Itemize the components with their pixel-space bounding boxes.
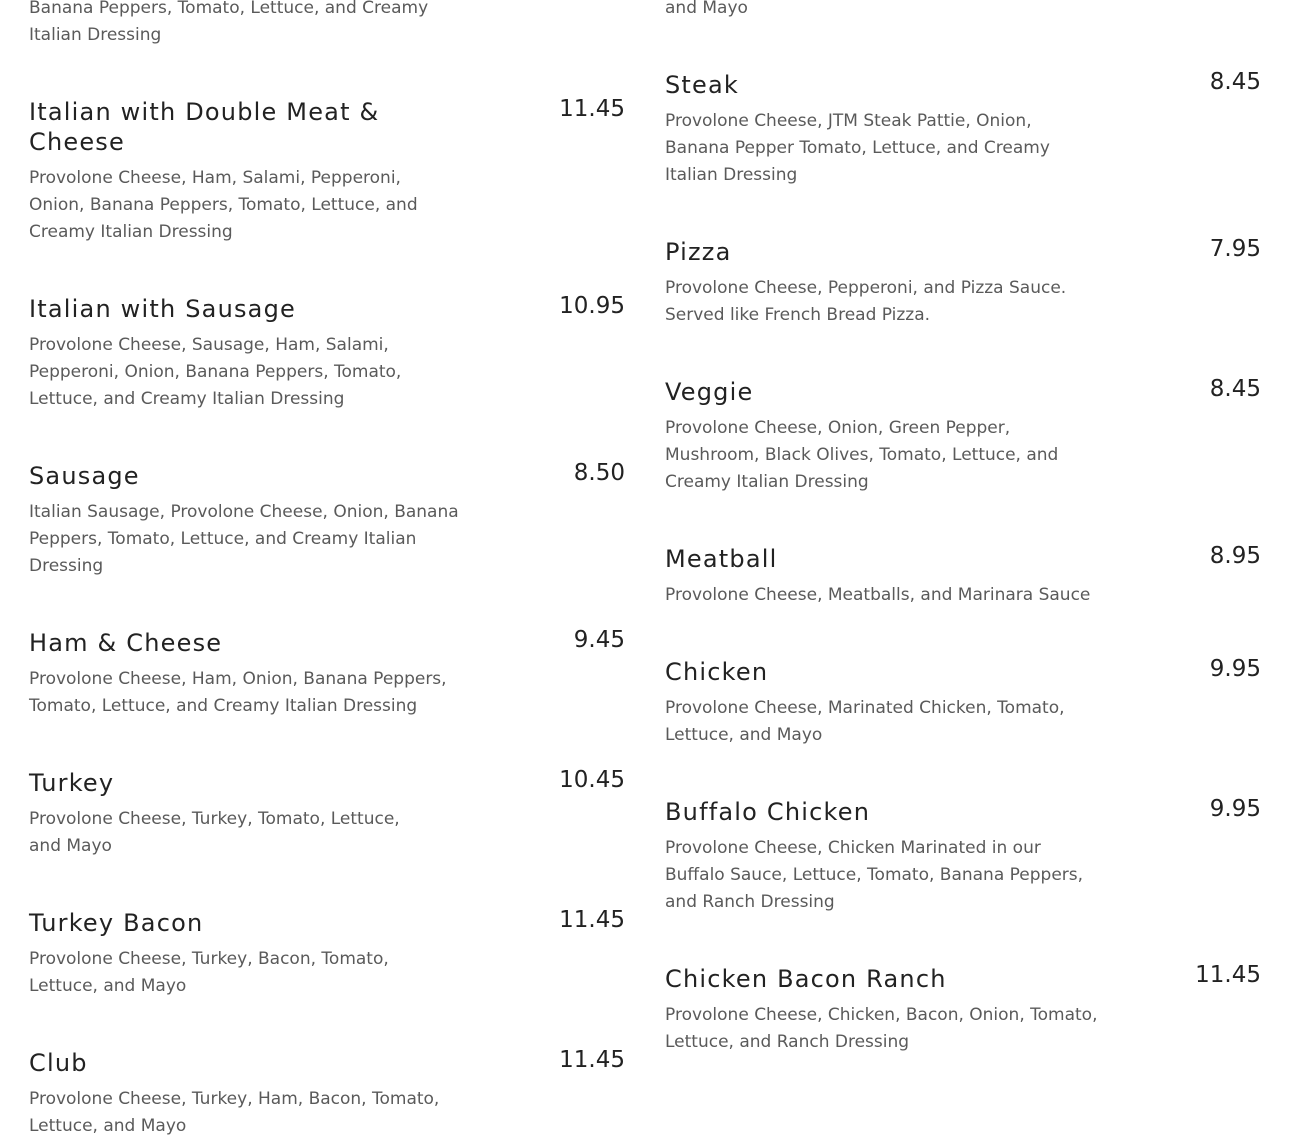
menu-item-description: Provolone Cheese, Turkey, Tomato, Lettuce, and Mayo [29,809,400,856]
menu-item-price: 9.95 [1209,796,1261,822]
menu-item-name: Chicken Bacon Ranch [665,965,947,993]
menu-item-price: 8.50 [573,460,625,486]
menu-item-price: 10.95 [559,293,625,319]
menu-item-name: Turkey Bacon [29,909,204,937]
menu-item-price: 8.45 [1209,376,1261,402]
menu-item-description: Banana Peppers, Tomato, Lettuce, and Creamy Italian Dressing [29,0,429,45]
menu-item-description: Italian Sausage, Provolone Cheese, Onion, Banana Peppers, Tomato, Lettuce, and Creamy Italian Dressing [29,502,459,576]
menu-item-name: Steak [665,71,740,99]
menu-item-description: Provolone Cheese, Ham, Onion, Banana Peppers, Tomato, Lettuce, and Creamy Italian Dressing [29,669,447,716]
menu-item-description: Provolone Cheese, Chicken Marinated in our Buffalo Sauce, Lettuce, Tomato, Banana Peppers, and Ranch Dressing [665,838,1084,912]
menu-item-name: Italian with Double Meat & Cheese [29,98,380,156]
menu-item-price: 11.45 [559,96,625,122]
menu-item-description: Provolone Cheese, Sausage, Ham, Salami, Pepperoni, Onion, Banana Peppers, Tomato, Lettuce, and Creamy Italian Dressing [29,335,402,409]
menu-item-name: Buffalo Chicken [665,798,871,826]
menu-item-description: and Mayo [665,0,748,18]
menu-item-description: Provolone Cheese, Turkey, Ham, Bacon, Tomato, Lettuce, and Mayo [29,1089,440,1136]
menu-item-price: 7.95 [1209,236,1261,262]
menu-item-description: Provolone Cheese, Pepperoni, and Pizza Sauce. Served like French Bread Pizza. [665,278,1067,325]
menu-item-price: 11.45 [1195,962,1261,988]
menu-item-price: 9.45 [573,627,625,653]
menu-item-description: Provolone Cheese, Turkey, Bacon, Tomato, Lettuce, and Mayo [29,949,389,996]
menu-item-description: Provolone Cheese, Onion, Green Pepper, Mushroom, Black Olives, Tomato, Lettuce, and Creamy Italian Dressing [665,418,1059,492]
menu-item-description: Provolone Cheese, Marinated Chicken, Tomato, Lettuce, and Mayo [665,698,1065,745]
menu-item-name: Meatball [665,545,778,573]
menu-item-price: 8.45 [1209,69,1261,95]
menu-item-description: Provolone Cheese, Meatballs, and Marinara Sauce [665,585,1091,605]
menu-item-description: Provolone Cheese, JTM Steak Pattie, Onion, Banana Pepper Tomato, Lettuce, and Creamy Italian Dressing [665,111,1050,185]
menu-item-name: Pizza [665,238,732,266]
menu-item-name: Club [29,1049,88,1077]
menu-item-name: Sausage [29,462,140,490]
menu-item-name: Italian with Sausage [29,295,296,323]
menu-item-name: Ham & Cheese [29,629,223,657]
menu-item-price: 11.45 [559,1047,625,1073]
menu-item-price: 10.45 [559,767,625,793]
menu-item-name: Chicken [665,658,769,686]
menu-item-price: 8.95 [1209,543,1261,569]
menu-item-name: Turkey [29,769,115,797]
menu-item-description: Provolone Cheese, Chicken, Bacon, Onion, Tomato, Lettuce, and Ranch Dressing [665,1005,1098,1052]
menu-item-description: Provolone Cheese, Ham, Salami, Pepperoni, Onion, Banana Peppers, Tomato, Lettuce, and Creamy Italian Dressing [29,168,418,242]
menu-item-name: Veggie [665,378,754,406]
menu-item-price: 9.95 [1209,656,1261,682]
menu-item-price: 11.45 [559,907,625,933]
